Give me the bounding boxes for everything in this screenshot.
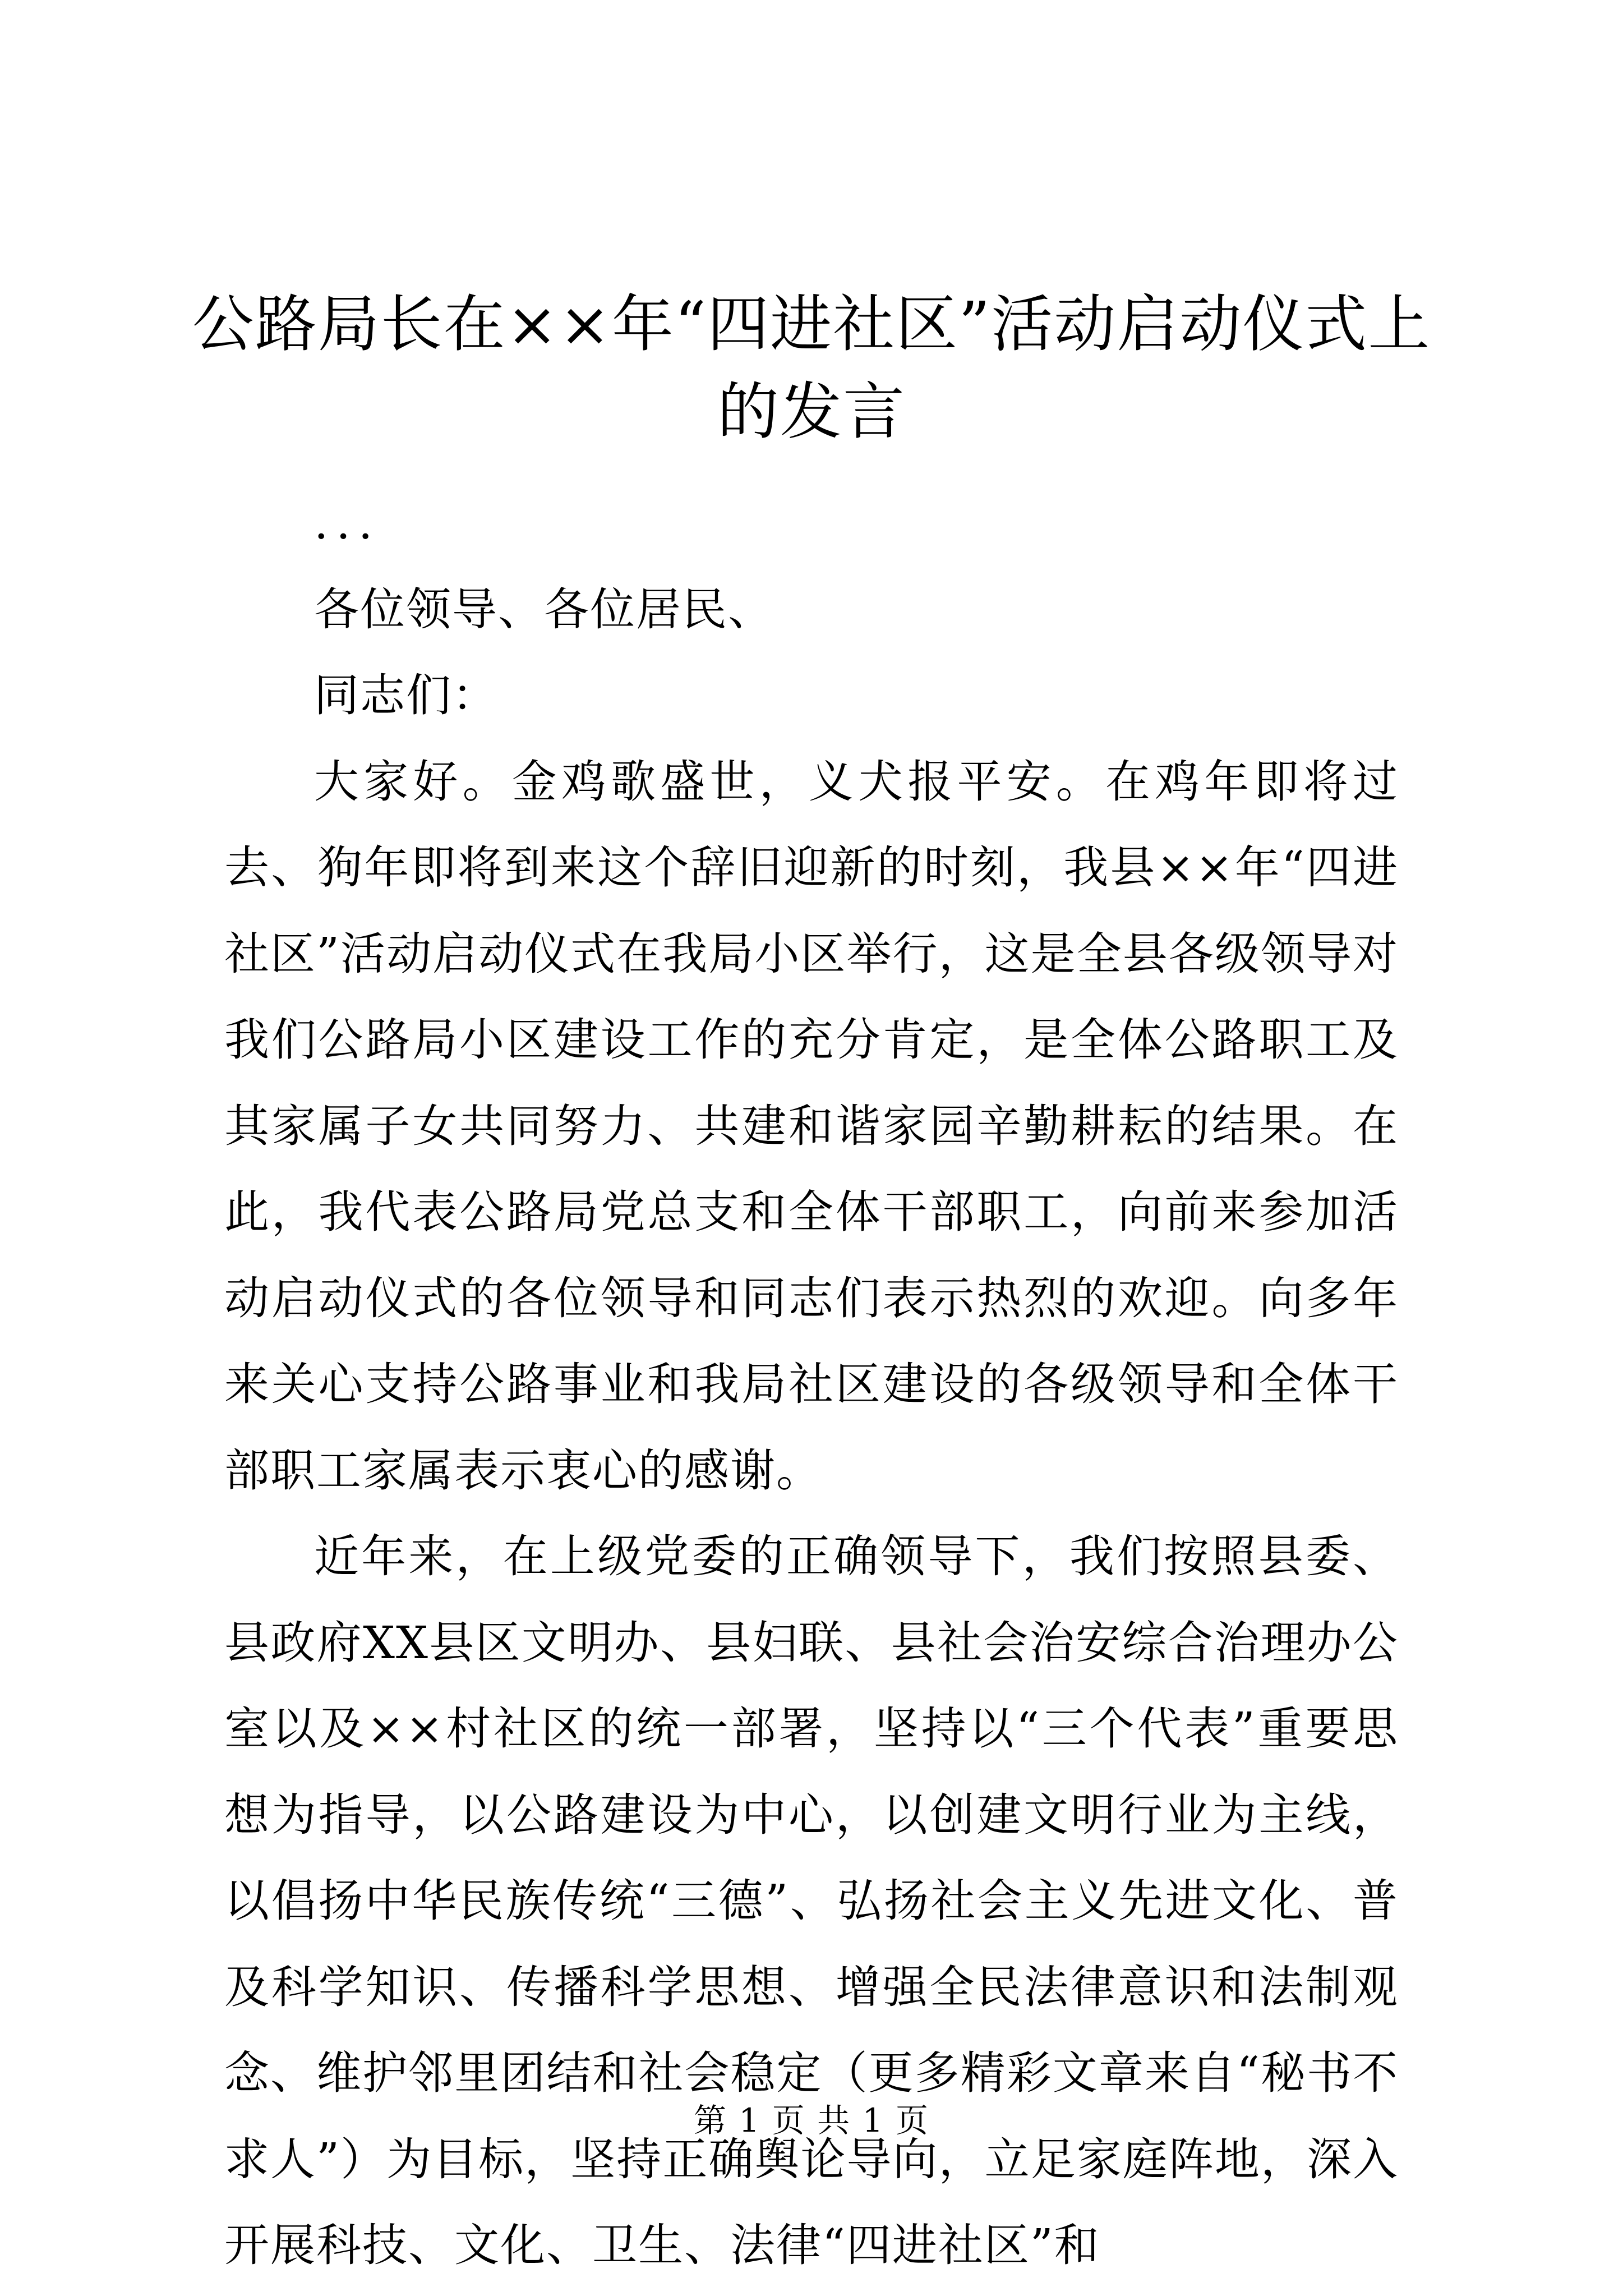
document-body — [224, 480, 1399, 2289]
salutation-line-2: 同志们： — [314, 669, 498, 721]
page-footer: 第 1 页 共 1 页 — [694, 2101, 929, 2139]
body-paragraph-greeting: 大家好。金鸡歌盛世，义犬报平安。在鸡年即将过去、狗年即将到来这个辞旧迎新的时刻，我县××年“四进社区”活动启动仪式在我局小区举行，这是全县各级领导对我们公路局小区建设工作的充分肯定，是全体公路职工及其家属子女共同努力、共建和谐家园辛勤耕耘的结果。在此，我代表公路局党总支和全体干部职工，向前来参加活动启动仪式的各位领导和同志们表示热烈的欢迎。向多年来关心支持公路事业和我局社区建设的各级领导和全体干部职工家属表示衷心的感谢。 — [224, 755, 1399, 1497]
body-paragraph-recent-years: 近年来，在上级党委的正确领导下，我们按照县委、县政府XX县区文明办、县妇联、县社会治安综合治理办公室以及××村社区的统一部署，坚持以“三个代表”重要思想为指导，以公路建设为中心，以创建文明行业为主线，以倡扬中华民族传统“三德”、弘扬社会主义先进文化、普及科学知识、传播科学思想、增强全民法律意识和法制观念、维护邻里团结和社会稳定（更多精彩文章来自“秘书不求人”）为目标，坚持正确舆论导向，立足家庭阵地，深入开展科技、文化、卫生、法律“四进社区”和 — [224, 1530, 1399, 2271]
document-title: 公路局长在××年“四进社区”活动启动仪式上的发言 — [192, 288, 1431, 448]
ellipsis-line: ... — [314, 497, 381, 549]
salutation-line-1: 各位领导、各位居民、 — [314, 583, 774, 636]
